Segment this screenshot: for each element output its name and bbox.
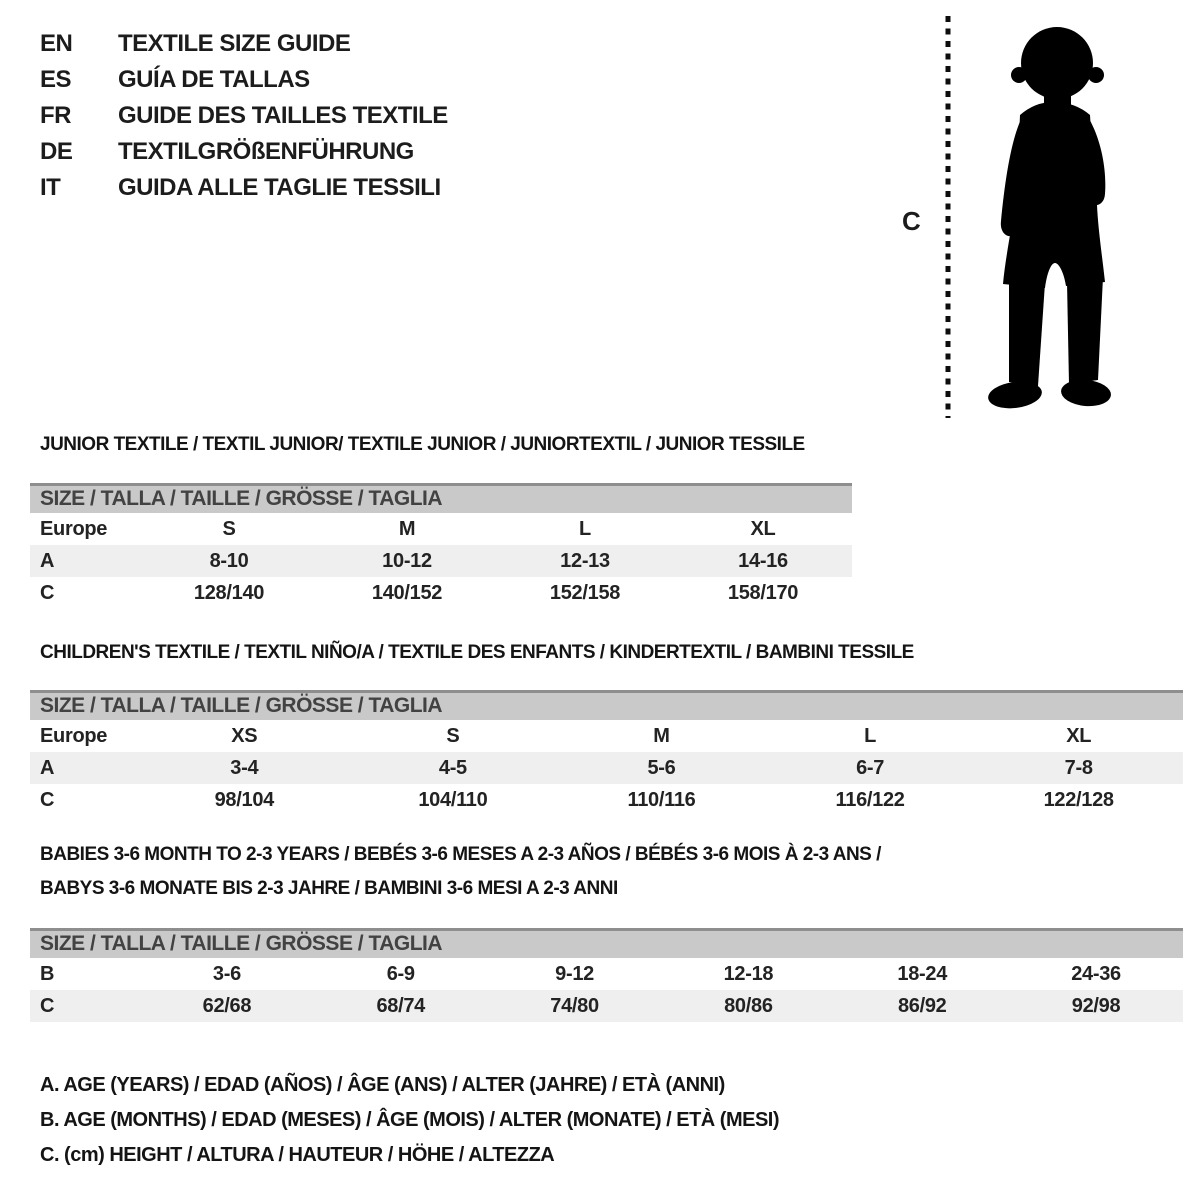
table-cell: L <box>864 725 877 747</box>
table-cell: 74/80 <box>550 995 599 1017</box>
table-row <box>30 513 852 545</box>
table-row <box>30 784 1183 816</box>
table-cell: 5-6 <box>647 757 676 779</box>
table-cell: 3-6 <box>212 963 241 985</box>
row-label: C <box>40 995 55 1017</box>
children-size-table <box>30 690 1183 816</box>
table-cell: 140/152 <box>371 582 443 604</box>
junior-size-table <box>30 483 852 609</box>
table-cell: 110/116 <box>627 789 696 811</box>
table-cell: 6-7 <box>856 757 885 779</box>
row-label: C <box>40 789 55 811</box>
table-cell: XL <box>1066 725 1092 747</box>
section-title-junior: JUNIOR TEXTILE / TEXTIL JUNIOR/ TEXTILE JUNIOR / JUNIORTEXTIL / JUNIOR TESSILE <box>40 434 805 455</box>
table-row <box>30 720 1183 752</box>
table-row <box>30 752 1183 784</box>
guide-title: GUÍA DE TALLAS <box>118 66 310 93</box>
legend-line-c: C. (cm) HEIGHT / ALTURA / HAUTEUR / HÖHE / ALTEZZA <box>40 1144 555 1166</box>
language-title-list <box>40 26 448 206</box>
legend-line-a: A. AGE (YEARS) / EDAD (AÑOS) / ÂGE (ANS) / ALTER (JAHRE) / ETÀ (ANNI) <box>40 1074 725 1096</box>
size-header: SIZE / TALLA / TAILLE / GRÖSSE / TAGLIA <box>30 690 1183 720</box>
language-row <box>40 26 448 62</box>
table-cell: 3-4 <box>230 757 259 779</box>
row-label: A <box>40 550 55 572</box>
guide-title: TEXTILGRÖßENFÜHRUNG <box>118 138 414 165</box>
height-measure-label: C <box>902 206 921 236</box>
language-row <box>40 134 448 170</box>
table-cell: 104/110 <box>418 789 488 811</box>
babies-size-table <box>30 928 1183 1022</box>
table-cell: 14-16 <box>738 550 788 572</box>
table-cell: 24-36 <box>1071 963 1121 985</box>
table-cell: 18-24 <box>897 963 948 985</box>
row-label: Europe <box>40 518 108 540</box>
measurement-legend <box>40 1068 779 1173</box>
row-label: B <box>40 963 55 985</box>
table-cell: 158/170 <box>727 582 799 604</box>
table-cell: 116/122 <box>835 789 905 811</box>
table-cell: 128/140 <box>193 582 265 604</box>
table-row <box>30 958 1183 990</box>
row-label: Europe <box>40 725 108 747</box>
table-cell: 10-12 <box>382 550 432 572</box>
table-cell: 86/92 <box>897 995 947 1017</box>
table-cell: 9-12 <box>555 963 594 985</box>
table-cell: 122/128 <box>1043 789 1114 811</box>
language-code: ES <box>40 66 72 93</box>
table-cell: M <box>398 518 416 540</box>
section-title-children: CHILDREN'S TEXTILE / TEXTIL NIÑO/A / TEXTILE DES ENFANTS / KINDERTEXTIL / BAMBINI TESSILE <box>40 642 914 663</box>
height-measure-line <box>944 16 952 418</box>
table-cell: 8-10 <box>209 550 249 572</box>
table-cell: XS <box>231 725 258 747</box>
language-code: DE <box>40 138 73 165</box>
table-cell: 152/158 <box>549 582 621 604</box>
table-cell: M <box>653 725 670 747</box>
section-title-babies-line2: BABYS 3-6 MONATE BIS 2-3 JAHRE / BAMBINI 3-6 MESI A 2-3 ANNI <box>40 878 618 899</box>
size-header: SIZE / TALLA / TAILLE / GRÖSSE / TAGLIA <box>30 483 852 513</box>
table-cell: 12-13 <box>560 550 610 572</box>
row-label: A <box>40 757 55 779</box>
table-cell: 80/86 <box>724 995 773 1017</box>
table-row <box>30 577 852 609</box>
language-code: IT <box>40 174 61 201</box>
table-cell: 4-5 <box>438 757 467 779</box>
table-cell: XL <box>750 518 776 540</box>
table-row <box>30 990 1183 1022</box>
table-cell: 98/104 <box>214 789 274 811</box>
row-label: C <box>40 582 55 604</box>
table-cell: 92/98 <box>1071 995 1121 1017</box>
language-code: FR <box>40 102 71 129</box>
table-cell: 7-8 <box>1064 757 1093 779</box>
table-row <box>30 545 852 577</box>
size-header: SIZE / TALLA / TAILLE / GRÖSSE / TAGLIA <box>30 928 1183 958</box>
language-row <box>40 62 448 98</box>
section-title-babies-line1: BABIES 3-6 MONTH TO 2-3 YEARS / BEBÉS 3-6 MESES A 2-3 AÑOS / BÉBÉS 3-6 MOIS À 2-3 ANS / <box>40 844 881 865</box>
guide-title: GUIDA ALLE TAGLIE TESSILI <box>118 174 441 201</box>
table-cell: S <box>222 518 236 540</box>
table-cell: 12-18 <box>723 963 774 985</box>
table-cell: 62/68 <box>202 995 252 1017</box>
guide-title: TEXTILE SIZE GUIDE <box>118 30 351 57</box>
table-cell: 68/74 <box>376 995 426 1017</box>
toddler-silhouette-icon <box>965 15 1140 415</box>
table-cell: 6-9 <box>386 963 415 985</box>
language-row <box>40 170 448 206</box>
language-code: EN <box>40 30 73 57</box>
table-cell: S <box>446 725 460 747</box>
language-row <box>40 98 448 134</box>
table-cell: L <box>579 518 591 540</box>
legend-line-b: B. AGE (MONTHS) / EDAD (MESES) / ÂGE (MOIS) / ALTER (MONATE) / ETÀ (MESI) <box>40 1109 780 1131</box>
guide-title: GUIDE DES TAILLES TEXTILE <box>118 102 448 129</box>
